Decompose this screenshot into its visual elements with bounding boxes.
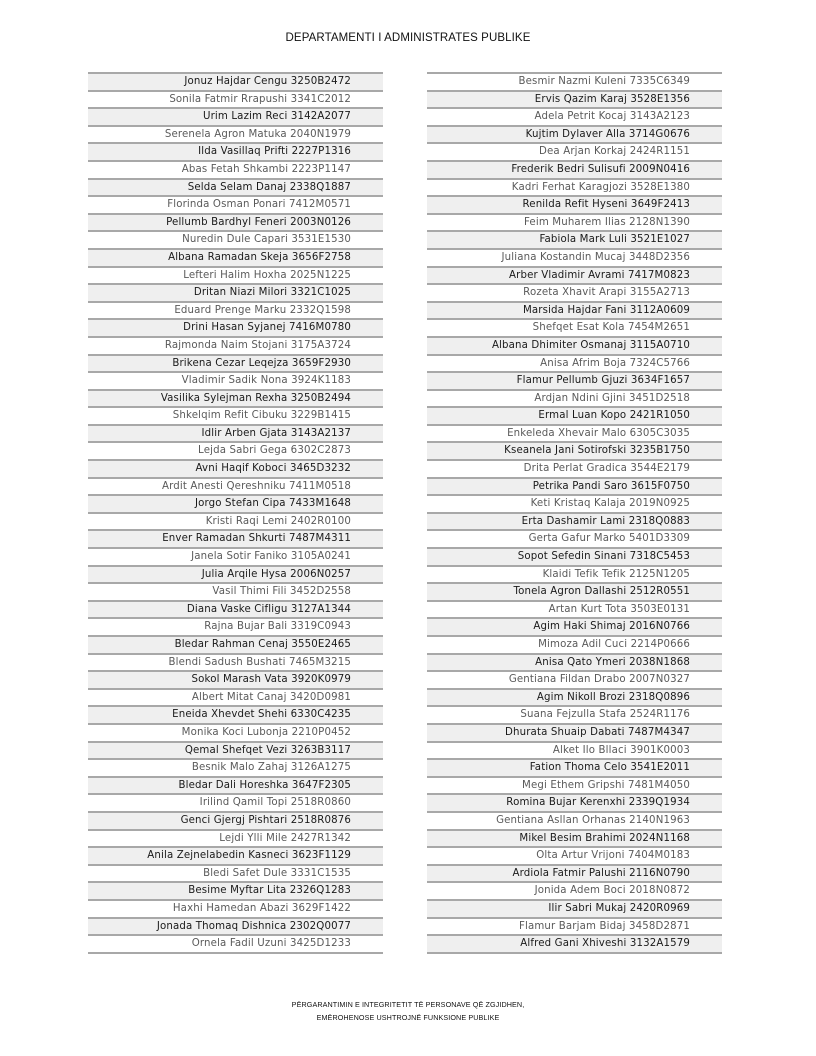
page-footer [0, 998, 816, 1024]
list-item: Lefteri Halim Hoxha 2025N1225 [88, 266, 383, 284]
list-item: Drini Hasan Syjanej 7416M0780 [88, 318, 383, 336]
list-item: Haxhi Hamedan Abazi 3629F1422 [88, 899, 383, 917]
list-item: Irilind Qamil Topi 2518R0860 [88, 793, 383, 811]
list-item: Besime Myftar Lita 2326Q1283 [88, 881, 383, 899]
list-item: Vladimir Sadik Nona 3924K1183 [88, 371, 383, 389]
list-item: Suana Fejzulla Stafa 2524R1176 [427, 705, 722, 723]
list-item: Ilir Sabri Mukaj 2420R0969 [427, 899, 722, 917]
list-item: Janela Sotir Faniko 3105A0241 [88, 547, 383, 565]
list-item: Blendi Sadush Bushati 7465M3215 [88, 653, 383, 671]
list-item: Enver Ramadan Shkurti 7487M4311 [88, 529, 383, 547]
list-item: Klaidi Tefik Tefik 2125N1205 [427, 565, 722, 583]
list-item: Anisa Afrim Boja 7324C5766 [427, 354, 722, 372]
list-item: Dea Arjan Korkaj 2424R1151 [427, 142, 722, 160]
list-item: Urim Lazim Reci 3142A2077 [88, 107, 383, 125]
list-item: Gerta Gafur Marko 5401D3309 [427, 529, 722, 547]
list-item: Anila Zejnelabedin Kasneci 3623F1129 [88, 846, 383, 864]
list-item: Arber Vladimir Avrami 7417M0823 [427, 266, 722, 284]
list-item: Ilda Vasillaq Prifti 2227P1316 [88, 142, 383, 160]
list-item: Jorgo Stefan Cipa 7433M1648 [88, 494, 383, 512]
list-item: Adela Petrit Kocaj 3143A2123 [427, 107, 722, 125]
list-item: Ardit Anesti Qereshniku 7411M0518 [88, 477, 383, 495]
list-item: Julia Arqile Hysa 2006N0257 [88, 565, 383, 583]
list-item: Bledi Safet Dule 3331C1535 [88, 864, 383, 882]
list-item: Florinda Osman Ponari 7412M0571 [88, 195, 383, 213]
list-item: Shefqet Esat Kola 7454M2651 [427, 318, 722, 336]
list-item: Selda Selam Danaj 2338Q1887 [88, 178, 383, 196]
list-item: Jonuz Hajdar Cengu 3250B2472 [88, 72, 383, 90]
list-item: Drita Perlat Gradica 3544E2179 [427, 459, 722, 477]
list-item: Ervis Qazim Karaj 3528E1356 [427, 90, 722, 108]
list-item: Ermal Luan Kopo 2421R1050 [427, 406, 722, 424]
list-item: Nuredin Dule Capari 3531E1530 [88, 230, 383, 248]
list-item: Mimoza Adil Cuci 2214P0666 [427, 635, 722, 653]
list-item: Romina Bujar Kerenxhi 2339Q1934 [427, 793, 722, 811]
list-item: Serenela Agron Matuka 2040N1979 [88, 125, 383, 143]
list-item: Monika Koci Lubonja 2210P0452 [88, 723, 383, 741]
list-item: Bledar Dali Horeshka 3647F2305 [88, 776, 383, 794]
list-item: Ardiola Fatmir Palushi 2116N0790 [427, 864, 722, 882]
list-item: Fabiola Mark Luli 3521E1027 [427, 230, 722, 248]
list-item: Besnik Malo Zahaj 3126A1275 [88, 758, 383, 776]
list-item: Kadri Ferhat Karagjozi 3528E1380 [427, 178, 722, 196]
right-name-column [427, 72, 722, 954]
list-item: Kseanela Jani Sotirofski 3235B1750 [427, 441, 722, 459]
list-item: Eduard Prenge Marku 2332Q1598 [88, 301, 383, 319]
list-item: Erta Dashamir Lami 2318Q0883 [427, 512, 722, 530]
list-item: Anisa Qato Ymeri 2038N1868 [427, 653, 722, 671]
list-item: Avni Haqif Koboci 3465D3232 [88, 459, 383, 477]
list-item: Gentiana Fildan Drabo 2007N0327 [427, 670, 722, 688]
column-bottom-divider [427, 952, 722, 954]
list-item: Diana Vaske Cifligu 3127A1344 [88, 600, 383, 618]
list-item: Kristi Raqi Lemi 2402R0100 [88, 512, 383, 530]
list-item: Rozeta Xhavit Arapi 3155A2713 [427, 283, 722, 301]
footer-line-1: PËRGARANTIMIN E INTEGRITETIT TË PERSONAVE QË ZGJIDHEN, [291, 1000, 525, 1009]
list-item: Ornela Fadil Uzuni 3425D1233 [88, 934, 383, 952]
list-item: Vasilika Sylejman Rexha 3250B2494 [88, 389, 383, 407]
page-title: DEPARTAMENTI I ADMINISTRATES PUBLIKE [285, 32, 531, 44]
list-item: Sonila Fatmir Rrapushi 3341C2012 [88, 90, 383, 108]
list-item: Keti Kristaq Kalaja 2019N0925 [427, 494, 722, 512]
list-item: Renilda Refit Hyseni 3649F2413 [427, 195, 722, 213]
list-item: Agim Haki Shimaj 2016N0766 [427, 617, 722, 635]
list-item: Brikena Cezar Leqejza 3659F2930 [88, 354, 383, 372]
list-item: Jonida Adem Boci 2018N0872 [427, 881, 722, 899]
list-item: Abas Fetah Shkambi 2223P1147 [88, 160, 383, 178]
list-item: Juliana Kostandin Mucaj 3448D2356 [427, 248, 722, 266]
list-item: Mikel Besim Brahimi 2024N1168 [427, 829, 722, 847]
list-item: Enkeleda Xhevair Malo 6305C3035 [427, 424, 722, 442]
list-item: Petrika Pandi Saro 3615F0750 [427, 477, 722, 495]
list-item: Gentiana Asllan Orhanas 2140N1963 [427, 811, 722, 829]
list-item: Albana Ramadan Skeja 3656F2758 [88, 248, 383, 266]
list-item: Dhurata Shuaip Dabati 7487M4347 [427, 723, 722, 741]
list-item: Bledar Rahman Cenaj 3550E2465 [88, 635, 383, 653]
list-item: Flamur Barjam Bidaj 3458D2871 [427, 917, 722, 935]
list-item: Feim Muharem Ilias 2128N1390 [427, 213, 722, 231]
list-item: Shkelqim Refit Cibuku 3229B1415 [88, 406, 383, 424]
list-item: Artan Kurt Tota 3503E0131 [427, 600, 722, 618]
list-item: Pellumb Bardhyl Feneri 2003N0126 [88, 213, 383, 231]
list-item: Eneida Xhevdet Shehi 6330C4235 [88, 705, 383, 723]
list-item: Jonada Thomaq Dishnica 2302Q0077 [88, 917, 383, 935]
list-item: Sokol Marash Vata 3920K0979 [88, 670, 383, 688]
list-item: Marsida Hajdar Fani 3112A0609 [427, 301, 722, 319]
list-item: Idlir Arben Gjata 3143A2137 [88, 424, 383, 442]
list-item: Alket Ilo Bllaci 3901K0003 [427, 741, 722, 759]
list-item: Kujtim Dylaver Alla 3714G0676 [427, 125, 722, 143]
list-item: Agim Nikoll Brozi 2318Q0896 [427, 688, 722, 706]
list-item: Sopot Sefedin Sinani 7318C5453 [427, 547, 722, 565]
list-item: Genci Gjergj Pishtari 2518R0876 [88, 811, 383, 829]
list-item: Fation Thoma Celo 3541E2011 [427, 758, 722, 776]
list-item: Rajmonda Naim Stojani 3175A3724 [88, 336, 383, 354]
list-item: Frederik Bedri Sulisufi 2009N0416 [427, 160, 722, 178]
left-name-column [88, 72, 383, 954]
list-item: Albana Dhimiter Osmanaj 3115A0710 [427, 336, 722, 354]
list-item: Olta Artur Vrijoni 7404M0183 [427, 846, 722, 864]
list-item: Tonela Agron Dallashi 2512R0551 [427, 582, 722, 600]
list-item: Besmir Nazmi Kuleni 7335C6349 [427, 72, 722, 90]
list-item: Dritan Niazi Milori 3321C1025 [88, 283, 383, 301]
list-item: Megi Ethem Gripshi 7481M4050 [427, 776, 722, 794]
list-item: Lejda Sabri Gega 6302C2873 [88, 441, 383, 459]
footer-line-2: EMËROHENOSE USHTROJNË FUNKSIONE PUBLIKE [316, 1013, 500, 1022]
list-item: Qemal Shefqet Vezi 3263B3117 [88, 741, 383, 759]
column-bottom-divider [88, 952, 383, 954]
list-item: Lejdi Ylli Mile 2427R1342 [88, 829, 383, 847]
list-item: Alfred Gani Xhiveshi 3132A1579 [427, 934, 722, 952]
list-item: Vasil Thimi Fili 3452D2558 [88, 582, 383, 600]
list-item: Flamur Pellumb Gjuzi 3634F1657 [427, 371, 722, 389]
list-item: Albert Mitat Canaj 3420D0981 [88, 688, 383, 706]
list-item: Ardjan Ndini Gjini 3451D2518 [427, 389, 722, 407]
list-item: Rajna Bujar Bali 3319C0943 [88, 617, 383, 635]
